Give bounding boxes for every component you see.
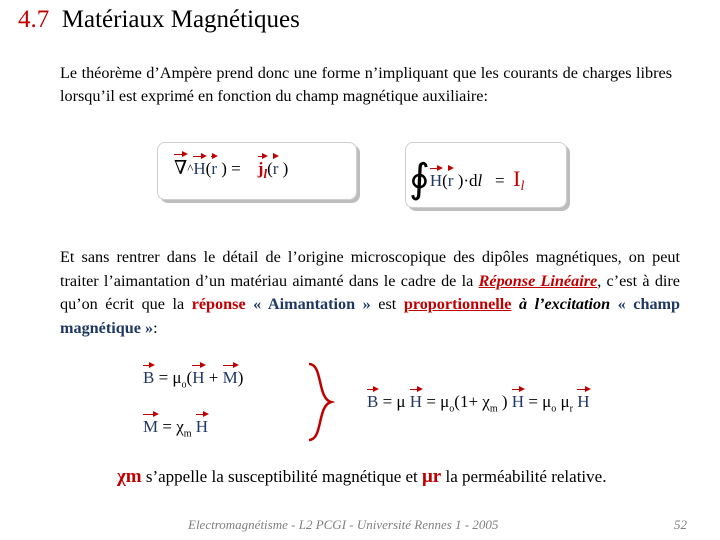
slide-title <box>18 6 300 34</box>
term-aimantation: « Aimantation » <box>253 295 371 313</box>
right-brace-icon <box>305 362 335 442</box>
term-champ-magnetique: « champ magnétique » <box>60 295 681 337</box>
ampere-integral-equation: ∮H(r )·dl = Il <box>409 156 525 201</box>
mu-r-symbol: μr <box>422 466 442 487</box>
equation-permeability: B = μ $H = \mu_o(1+ \chi_m$ ) $H = \mu_o$ $\mu_r$ H <box>367 392 590 415</box>
term-reponse-lineaire: Réponse Linéaire <box>478 271 598 290</box>
equation-magnetization: $M = \chi_m$ H <box>143 417 209 440</box>
linear-response-paragraph: Et sans rentrer dans le détail de l’origine microscopique des dipôles magnétiques, on peut traiter l’aimantation d’un matériau aimanté dans le cadre de la Réponse Linéaire, c’est à dire qu’on écrit que la réponse « Aimantation » est proportionnelle à l’excitation « champ magnétique »: <box>60 248 681 337</box>
page-number: 52 <box>674 517 687 532</box>
intro-paragraph: Le théorème d’Ampère prend donc une forme n’impliquant que les courants de charges libres lorsqu’il est exprimé en fonction du champ magnétique auxiliaire: <box>60 64 672 105</box>
equation-box-curl <box>157 142 357 200</box>
section-title: Matériaux Magnétiques <box>61 6 300 33</box>
equation-box-integral <box>405 142 567 208</box>
section-number: 4.7 <box>18 6 50 33</box>
curl-equation: ∇^H(r ) = $j_l(r$ ) <box>174 158 289 181</box>
equation-b-field: $B = \mu_o(H + M)$ <box>143 368 244 391</box>
chi-m-symbol: χm <box>117 466 142 487</box>
term-reponse: réponse <box>191 295 246 313</box>
footer-text: Electromagnétisme - L2 PCGI - Université Rennes 1 - 2005 <box>188 517 499 532</box>
definitions-line: χm s’appelle la susceptibilité magnétique et μr la perméabilité relative. <box>117 466 607 487</box>
term-proportionnelle: proportionnelle <box>403 295 512 313</box>
